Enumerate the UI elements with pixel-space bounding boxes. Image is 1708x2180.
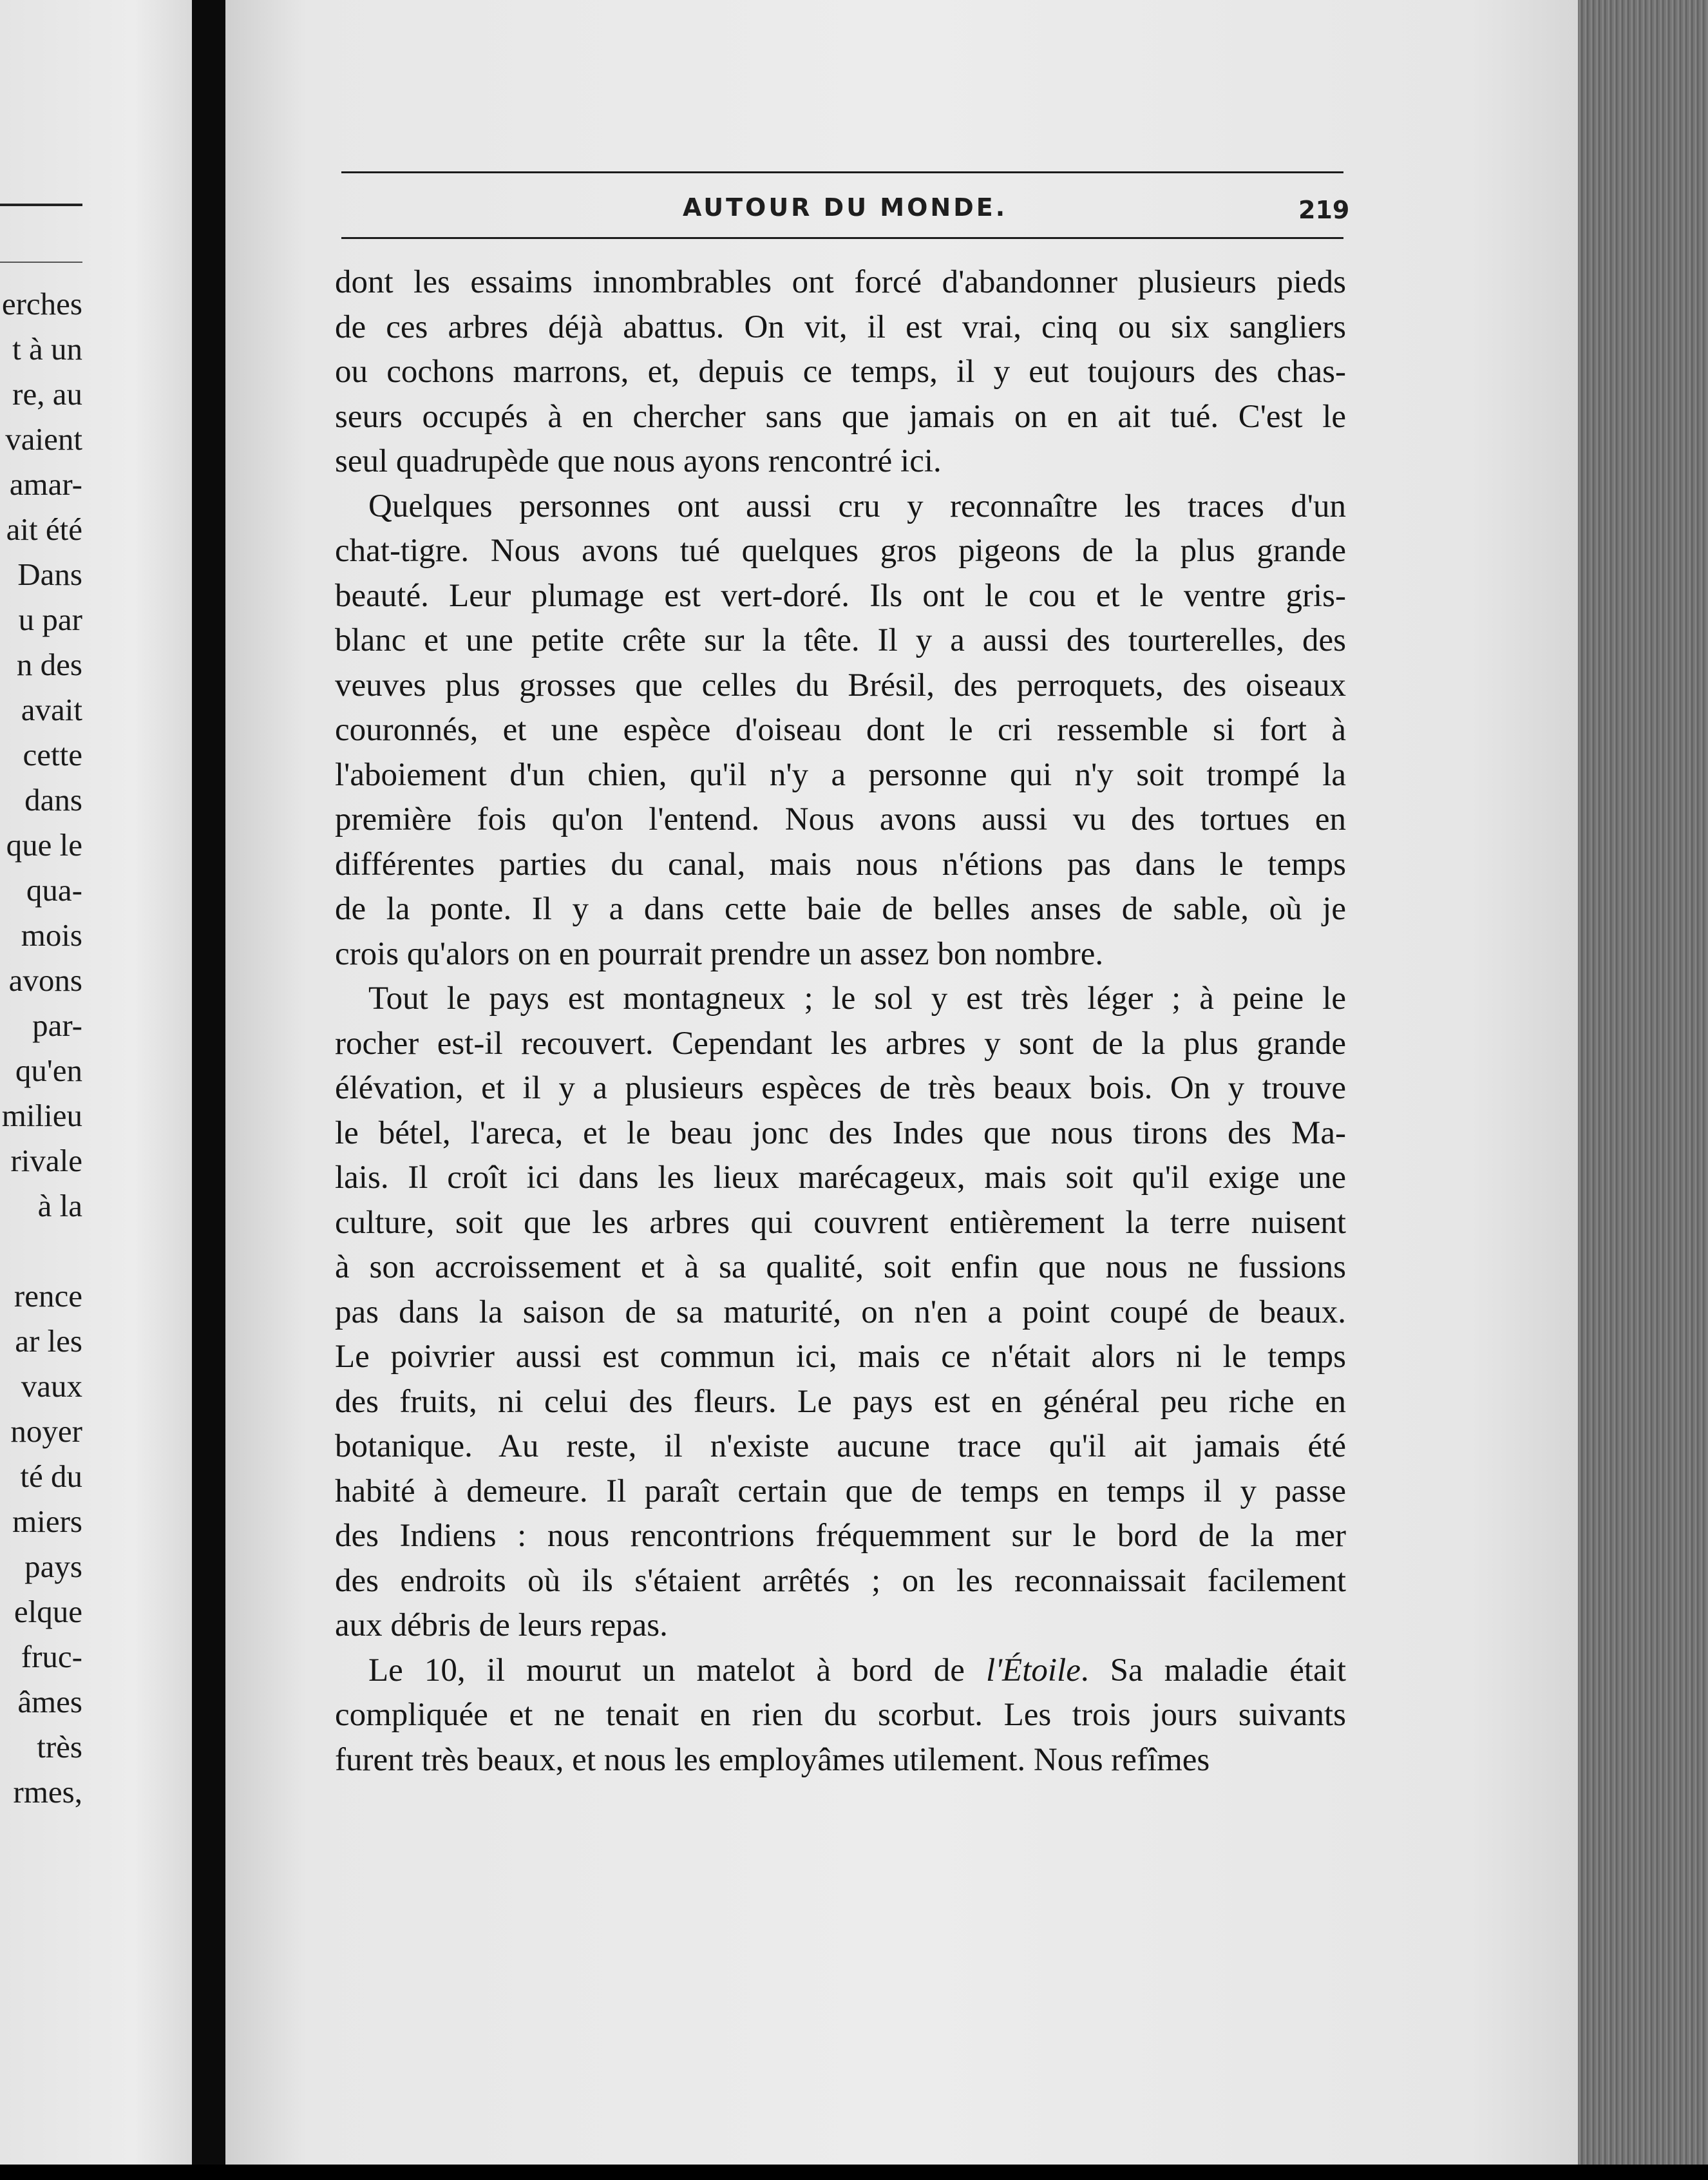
- text-line: couronnés, et une espèce d'oiseau dont le cri ressemble si fort à: [335, 712, 1346, 748]
- page-number: 219: [1298, 196, 1350, 224]
- text-line: l'aboiement d'un chien, qu'il n'y a personne qui n'y soit trompé la: [335, 756, 1346, 793]
- facing-page-line: avait: [21, 692, 82, 727]
- facing-page-line: n des: [16, 647, 82, 682]
- facing-page-line: mois: [21, 917, 82, 953]
- text-line: compliquée et ne tenait en rien du scorbut. Les trois jours suivants: [335, 1697, 1346, 1733]
- facing-page-line: avons: [8, 962, 82, 998]
- text-line: rocher est-il recouvert. Cependant les arbres y sont de la plus grande: [335, 1025, 1346, 1062]
- facing-page-line: amar-: [9, 466, 82, 502]
- facing-page-line: fruc-: [21, 1639, 82, 1674]
- text-line: des fruits, ni celui des fleurs. Le pays est en général peu riche en: [335, 1383, 1346, 1420]
- text-line: Le 10, il mourut un matelot à bord de l'Étoile. Sa maladie était: [368, 1652, 1346, 1688]
- text-line: lais. Il croît ici dans les lieux marécageux, mais soit qu'il exige une: [335, 1160, 1346, 1196]
- facing-page-line: miers: [12, 1504, 82, 1539]
- page-edges: [1578, 0, 1708, 2165]
- text-line: beauté. Leur plumage est vert-doré. Ils ont le cou et le ventre gris-: [335, 577, 1346, 614]
- facing-page-line: erches: [1, 286, 82, 321]
- facing-page-line: âmes: [17, 1684, 82, 1719]
- text-line: chat-tigre. Nous avons tué quelques gros pigeons de la plus grande: [335, 533, 1346, 569]
- text-line: de la ponte. Il y a dans cette baie de belles anses de sable, où je: [335, 891, 1346, 927]
- text-line: blanc et une petite crête sur la tête. Il y a aussi des tourterelles, des: [335, 622, 1346, 658]
- text-line: pas dans la saison de sa maturité, on n'en a point coupé de beaux.: [335, 1294, 1346, 1330]
- facing-page-line: qua-: [26, 872, 82, 908]
- text-line: culture, soit que les arbres qui couvrent entièrement la terre nuisent: [335, 1204, 1346, 1241]
- facing-page-line: à la: [37, 1188, 82, 1223]
- facing-page-line: rivale: [10, 1143, 82, 1178]
- text-line: seul quadrupède que nous ayons rencontré ici.: [335, 443, 942, 479]
- facing-page-line: par-: [32, 1008, 82, 1043]
- text-line: veuves plus grosses que celles du Brésil, des perroquets, des oiseaux: [335, 667, 1346, 703]
- text-line: botanique. Au reste, il n'existe aucune trace qu'il ait jamais été: [335, 1428, 1346, 1464]
- facing-page-line: té du: [20, 1458, 82, 1494]
- text-line: dont les essaims innombrables ont forcé d'abandonner plusieurs pieds: [335, 264, 1346, 300]
- facing-page: [0, 0, 192, 2165]
- text-line: première fois qu'on l'entend. Nous avons aussi vu des tortues en: [335, 801, 1346, 837]
- facing-page-line: qu'en: [15, 1053, 82, 1088]
- facing-page-line: vaux: [21, 1368, 82, 1404]
- facing-page-line: Dans: [17, 557, 82, 592]
- facing-page-line: t à un: [12, 331, 82, 367]
- text-line: Tout le pays est montagneux ; le sol y est très léger ; à peine le: [368, 980, 1346, 1017]
- text-line: Le poivrier aussi est commun ici, mais ce n'était alors ni le temps: [335, 1339, 1346, 1375]
- text-line: seurs occupés à en chercher sans que jamais on en ait tué. C'est le: [335, 398, 1346, 435]
- body-text: [335, 260, 1346, 1783]
- facing-page-line: très: [37, 1729, 82, 1764]
- running-title: AUTOUR DU MONDE.: [683, 193, 1008, 222]
- book-gutter: [192, 0, 225, 2165]
- facing-page-line: ar les: [15, 1323, 82, 1359]
- text-line: aux débris de leurs repas.: [335, 1607, 668, 1643]
- facing-page-line: rence: [14, 1278, 82, 1314]
- scan-bottom-border: [0, 2165, 1708, 2180]
- facing-page-line: elque: [14, 1594, 82, 1629]
- header-rule-top: [341, 171, 1343, 173]
- text-line: des Indiens : nous rencontrions fréquemment sur le bord de la mer: [335, 1518, 1346, 1554]
- facing-page-line: ait été: [6, 512, 82, 547]
- facing-page-line: cette: [23, 737, 82, 772]
- text-line: crois qu'alors on en pourrait prendre un assez bon nombre.: [335, 935, 1104, 972]
- facing-page-header-rule-thin: [0, 262, 82, 263]
- text-line: différentes parties du canal, mais nous n'étions pas dans le temps: [335, 846, 1346, 883]
- text-line: Quelques personnes ont aussi cru y reconnaître les traces d'un: [368, 488, 1346, 524]
- text-line: élévation, et il y a plusieurs espèces de très beaux bois. On y trouve: [335, 1070, 1346, 1106]
- facing-page-header-rule: [0, 204, 82, 206]
- text-line: à son accroissement et à sa qualité, soit enfin que nous ne fussions: [335, 1249, 1346, 1285]
- text-line: de ces arbres déjà abattus. On vit, il est vrai, cinq ou six sangliers: [335, 309, 1346, 345]
- facing-page-line: pays: [24, 1549, 82, 1584]
- ship-name: l'Étoile: [985, 1652, 1081, 1688]
- text-line: habité à demeure. Il paraît certain que de temps en temps il y passe: [335, 1473, 1346, 1509]
- text-line: ou cochons marrons, et, depuis ce temps, il y eut toujours des chas-: [335, 354, 1346, 390]
- facing-page-line: re, au: [12, 376, 82, 412]
- facing-page-line: vaient: [5, 421, 82, 457]
- text-line: le bétel, l'areca, et le beau jonc des Indes que nous tirons des Ma-: [335, 1114, 1346, 1151]
- facing-page-line: dans: [24, 782, 82, 818]
- facing-page-line: que le: [6, 827, 82, 863]
- text-line: des endroits où ils s'étaient arrêtés ; on les reconnaissait facilement: [335, 1562, 1346, 1599]
- facing-page-line: noyer: [10, 1413, 82, 1449]
- facing-page-line: rmes,: [13, 1774, 82, 1810]
- facing-page-line: u par: [18, 602, 82, 637]
- text-line: furent très beaux, et nous les employâmes utilement. Nous refîmes: [335, 1741, 1210, 1778]
- header-rule-bottom: [341, 237, 1343, 239]
- facing-page-line: milieu: [1, 1098, 82, 1133]
